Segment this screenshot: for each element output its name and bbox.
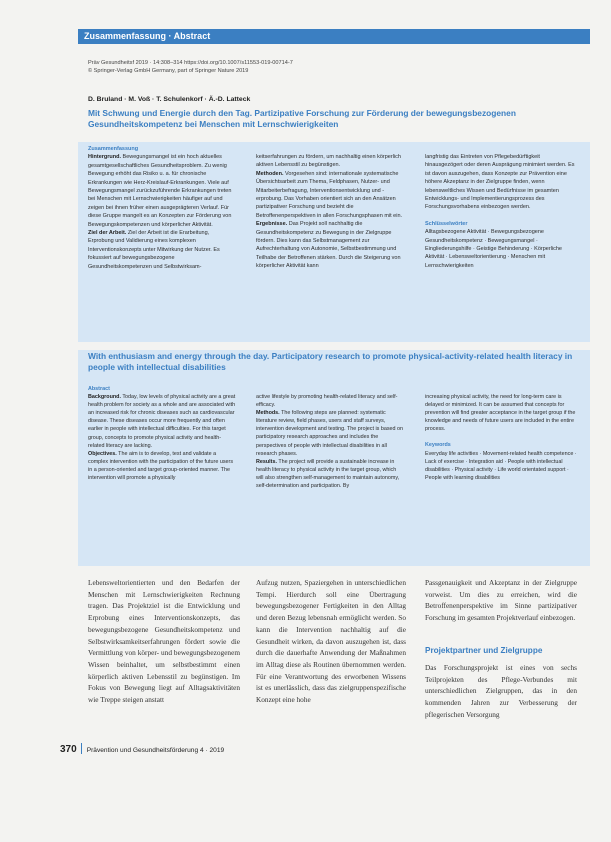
abstract-de-col-2 [256,153,404,271]
abstract-de-text: Vorgesehen sind: internationale systematische Übersichtsarbeit zum Thema, Feldphasen, Nutzer- und Mitarbeiterbefragung, Interventionsentwicklung und -erprobung. Das Vorhaben orientiert sich an den Ansätzen partizipativer Forschung und bezieht die Betroffenenperspektiven in allen Forschungsphasen mit ein. [256,170,403,219]
page-footer [60,743,224,755]
abstract-en-text: The following steps are planned: systematic literature review, field phases, users and staff surveys, intervention development and testing. The project is based on participatory research approaches and includes the perspectives of people with intellectual disabilities in all research phases. [256,410,404,457]
abstract-en-text: The aim is to develop, test and validate a complex intervention with the participation of the future users in a person-oriented and target group-oriented manner. The intervention will promote a physically [88,450,234,482]
abstract-de-text: keitserfahrungen zu fördern, um nachhaltig einen körperlich aktiven Lebensstil zu begünstigen. [256,154,401,169]
abstract-en-text: Today, low levels of physical activity are a great health problem for society as a whole and are associated with an increased risk for chronic diseases such as cardiovascular disease. These diseases occur more frequently and often earlier in people with intellectual difficulties. For this target group, concepts to promote physical activity and health-related literacy are lacking. [88,394,236,449]
section-heading: Projektpartner und Zielgruppe [425,646,543,655]
article-title-german: Mit Schwung und Energie durch den Tag. Partizipative Forschung zur Förderung der bewegungsbezogenen Gesundheitskompetenz bei Menschen mit Lernschwierigkeiten [88,108,516,129]
citation-line-2: © Springer-Verlag GmbH Germany, part of Springer Nature 2019 [88,68,249,74]
abstract-de-col-3 [425,153,577,270]
keywords-en-heading: Keywords [425,442,451,449]
abstract-en-text: increasing physical activity, the need for long-term care is delayed or minimized. It can be assumed that concepts for prevention will find greater acceptance in the target group if the knowledge and needs of future users are included in the entire process. [425,394,576,433]
abstract-en-heading: Abstract [88,386,110,392]
section-header-bar: Zusammenfassung · Abstract [78,29,590,44]
body-text-col-2: Aufzug nutzen, Spaziergehen in unterschiedlichen Tempi. Hierdurch soll eine Übertragung bewegungsbezogener Fertigkeiten in den Alltag und deren Bezug lebensnah ermöglicht werden. So kann die Intervention nachhaltig auf die Gesundheit wirken, da davon auszugehen ist, dass durch die dauerhafte Anwendung der Maßnahmen im Alltag diese als Routinen übernommen werden. Für eine Verantwortung des erworbenen Wissens ist es unerlässlich, dass das zielgruppenspezifische Konzept eine hohe [256,578,406,705]
abstract-de-text: Bewegungsmangel ist ein hoch aktuelles gesamtgesellschaftliches Gesundheitsproblem. Zu wenig Bewegung erhöht das Risiko u. a. für chronische Erkrankungen wie Herz-Kreislauf-Erkrankungen. Viele auf Bewegungsmangel zurückzuführende Erkrankungen treten bei Menschen mit Lernschwierigkeiten häufiger auf und zeigen bei ihnen früher einen ausgeprägteren Verlauf. Für diese Gruppe mangelt es an Konzepten zur Förderung von Bewegungskompetenzen und körperlicher Aktivität. [88,154,232,228]
abstract-en-label: Methods. [256,410,280,417]
article-title-english: With enthusiasm and energy through the day. Participatory research to promote physical-activity-related health literacy in people with intellectual disabilities [88,351,573,372]
authors-line: D. Bruland · M. Voß · T. Schulenkorf · Ä.-D. Latteck [88,96,251,103]
abstract-en-text: The project will provide a sustainable increase in health literacy to physical activity in the target group, which will also strengthen self-management to maintain autonomy, self-determination and participation. By [256,458,400,490]
abstract-de-text: Das Projekt soll nachhaltig die Gesundheitskompetenz zu Bewegung in der Zielgruppe fördern. Dies kann das Selbstmanagement zur Aufrechterhaltung von Autonomie, Selbstbestimmung und Teilhabe der Betroffenen stärken. Durch die Steigerung von körperlicher Aktivität kann [256,221,401,270]
keywords-de-heading: Schlüsselwörter [425,220,468,227]
abstract-de-label: Ergebnisse. [256,221,288,228]
abstract-de-label: Hintergrund. [88,154,121,161]
abstract-en-col-2 [256,393,404,490]
body-text-col-3-bottom: Das Forschungsprojekt ist eines von sechs Teilprojekten des Pflege-Verbundes mit unterschiedlichen Zielgruppen, das in den kommenden Jahren zur Verbesserung der pflegerischen Versorgung [425,663,577,719]
abstract-en-col-1 [88,385,236,482]
body-text-col-1: Lebensweltorientierten und den Bedarfen der Menschen mit Lernschwierigkeiten Rechnung tragen. Das Projektziel ist die Entwicklung und Erprobung eines Interventionskonzepts, das bewegungsbezogene Gesundheitskompetenz und Selbstwirksamkeitserfahrungen fördert sowie die Vermittlung von körper- und bewegungsbezogenem Wissen beinhaltet, um selbstbestimmt einen körperlich aktiven Lebensstil zu begünstigen. Im Fokus von Bewegung liegt auf Alltagsaktivitäten wie Treppe steigen anstatt [88,578,240,705]
abstract-en-text: active lifestyle by promoting health-related literacy and self-efficacy. [256,394,398,409]
abstract-de-heading: Zusammenfassung [88,146,139,152]
page-number: 370 [60,744,77,755]
abstract-en-col-3 [425,393,577,482]
keywords-en-text: Everyday life activities · Movement-related health competence · Lack of exercise · Integration aid · People with intellectual disabilities · Physical activity · Life world orientated support · People with learning disabilities [425,450,577,481]
abstract-de-label: Methoden. [256,170,284,177]
abstract-en-label: Background. [88,394,121,401]
citation-block [88,59,293,75]
abstract-de-text: langfristig das Eintreten von Pflegebedürftigkeit hinausgezögert oder deren Ausprägung minimiert werden. Es ist davon auszugehen, dass Konzepte zur Prävention eine höhere Akzeptanz in der Zielgruppe finden, wenn lebensweltliches Wissen und Bedürfnisse im gesamten Entwicklungs- und Implementierungsprozess des Forschungsvorhabens einbezogen werden. [425,154,575,211]
abstract-en-label: Results. [256,458,277,465]
abstract-de-text: Ziel der Arbeit ist die Erarbeitung, Erprobung und Validierung eines komplexen Interventionskonzepts unter Mitwirkung der Nutzer. Es fokussiert auf bewegungsbezogene Gesundheitskompetenzen und Selbstwirksam- [88,230,220,270]
keywords-de-text: Alltagsbezogene Aktivität · Bewegungsbezogene Gesundheitskompetenz · Bewegungsmangel · Eingliederungshilfe · Geistige Behinderung · Körperliche Aktivität · Lebensweltorientierung · Menschen mit Lernschwierigkeiten [425,229,562,269]
abstract-de-col-1 [88,145,236,271]
footer-divider [81,743,82,754]
abstract-en-label: Objectives. [88,450,117,457]
abstract-de-label: Ziel der Arbeit. [88,230,127,237]
body-text-col-3-top: Passgenauigkeit und Akzeptanz in der Zielgruppe vorweist. Um dies zu erreichen, wird die Betroffenenperspektive im Sinne partizipativer Forschung im gesamten Projektverlauf einbezogen. [425,578,577,623]
citation-line-1: Präv Gesundheitsf 2019 · 14:308–314 https://doi.org/10.1007/s11553-019-00714-7 [88,60,293,66]
journal-name: Prävention und Gesundheitsförderung 4 · 2019 [86,747,225,754]
